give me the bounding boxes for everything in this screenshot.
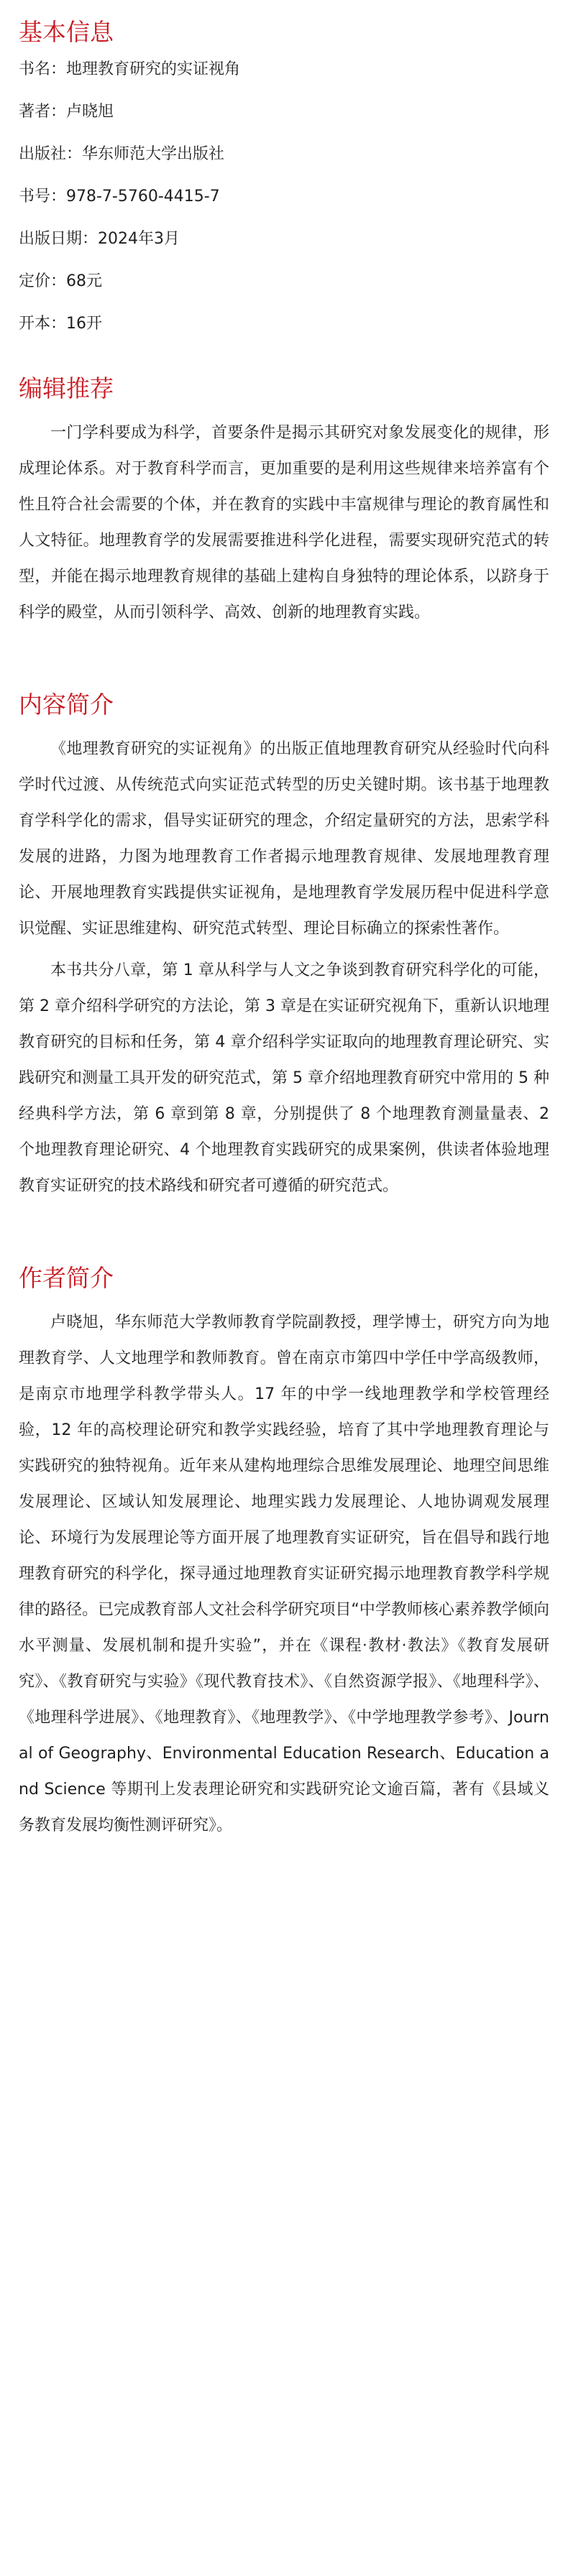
author-intro-section — [19, 1262, 549, 1844]
editor-recommendation-title: 编辑推荐 — [19, 374, 114, 402]
info-isbn: 书号：978-7-5760-4415-7 — [19, 188, 220, 206]
info-author: 著者：卢晓旭 — [19, 103, 114, 121]
content-summary-paragraph-1: 《地理教育研究的实证视角》的出版正值地理教育研究从经验时代向科学时代过渡、从传统范式向实证范式转型的历史关键时期。该书基于地理教育学科学化的需求，倡导实证研究的理念，介绍定量研究的方法，思索学科发展的进路，力图为地理教育工作者揭示地理教育规律、发展地理教育理论、开展地理教育实践提供实证视角，是地理教育学发展历程中促进科学意识觉醒、实证思维建构、研究范式转型、理论目标确立的探索性著作。 — [19, 740, 549, 938]
content-summary-title: 内容简介 — [19, 691, 114, 719]
author-intro-title: 作者简介 — [19, 1264, 114, 1292]
content-summary-paragraph-2: 本书共分八章，第 1 章从科学与人文之争谈到教育研究科学化的可能，第 2 章介绍科学研究的方法论，第 3 章是在实证研究视角下，重新认识地理教育研究的目标和任务，第 4 章介绍科学实证取向的地理教育理论研究、实践研究和测量工具开发的研究范式，第 5 章介绍地理教育研究中常用的 5 种经典科学方法，第 6 章到第 8 章，分别提供了 8 个地理教育测量量表、2 个地理教育理论研究、4 个地理教育实践研究的成果案例，供读者体验地理教育实证研究的技术路线和研究者可遵循的研究范式。 — [19, 961, 549, 1195]
basic-info-title: 基本信息 — [19, 18, 114, 46]
info-format: 开本：16开 — [19, 315, 102, 333]
editor-recommendation-paragraph: 一门学科要成为科学，首要条件是揭示其研究对象发展变化的规律，形成理论体系。对于教育科学而言，更加重要的是利用这些规律来培养富有个性且符合社会需要的个体，并在教育的实践中丰富规律与理论的教育属性和人文特征。地理教育学的发展需要推进科学化进程，需要实现研究范式的转型，并能在揭示地理教育规律的基础上建构自身独特的理论体系，以跻身于科学的殿堂，从而引领科学、高效、创新的地理教育实践。 — [19, 424, 549, 622]
info-price: 定价：68元 — [19, 272, 102, 290]
basic-info-section — [19, 16, 549, 335]
basic-info-list — [19, 59, 549, 335]
info-book-title: 书名：地理教育研究的实证视角 — [19, 60, 241, 78]
editor-recommendation-section — [19, 372, 549, 631]
info-publish-date: 出版日期：2024年3月 — [19, 230, 180, 248]
content-summary-section — [19, 688, 549, 1204]
info-publisher: 出版社：华东师范大学出版社 — [19, 145, 225, 163]
author-intro-paragraph: 卢晓旭，华东师范大学教师教育学院副教授，理学博士，研究方向为地理教育学、人文地理学和教师教育。曾在南京市第四中学任中学高级教师，是南京市地理学科教学带头人。17 年的中学一线地理教学和学校管理经验，12 年的高校理论研究和教学实践经验，培育了其中学地理教育理论与实践研究的独特视角。近年来从建构地理综合思维发展理论、地理空间思维发展理论、区域认知发展理论、地理实践力发展理论、人地协调观发展理论、环境行为发展理论等方面开展了地理教育实证研究，旨在倡导和践行地理教育研究的科学化，探寻通过地理教育实证研究揭示地理教育教学科学规律的路径。已完成教育部人文社会科学研究项目“中学教师核心素养教学倾向水平测量、发展机制和提升实验”，并在《课程·教材·教法》《教育发展研究》、《教育研究与实验》《现代教育技术》、《自然资源学报》、《地理科学》、《地理科学进展》、《地理教育》、《地理教学》、《中学地理教学参考》、Journal of Geography、Environmental Education Research、Education and Science 等期刊上发表理论研究和实践研究论文逾百篇，著有《县域义务教育发展均衡性测评研究》。 — [19, 1314, 549, 1834]
